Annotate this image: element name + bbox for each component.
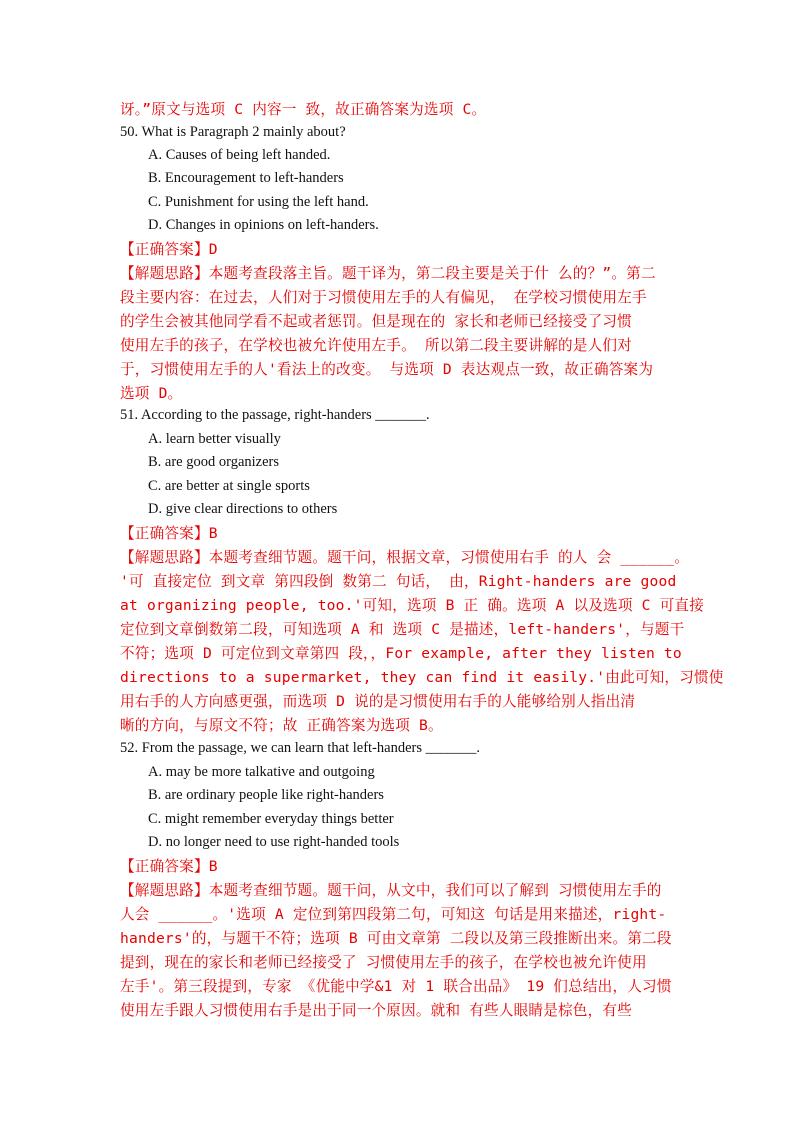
explanation-line: 【解题思路】本题考查细节题。题干问，根据文章，习惯使用右手 的人 会 ______。 xyxy=(120,549,690,566)
option-c: C. might remember everyday things better xyxy=(148,811,394,827)
explanation-line: 用右手的人方向感更强，而选项 D 说的是习惯使用右手的人能够给别人指出清 xyxy=(120,693,636,710)
option-a: A. learn better visually xyxy=(148,431,281,447)
explanation-line: at organizing people, too.'可知，选项 B 正 确。选项 A 以及选项 C 可直接 xyxy=(120,597,704,614)
explanation-line: 不符；选项 D 可定位到文章第四 段，，For example, after they listen to xyxy=(120,645,682,662)
explanation-line: 晰的方向，与原文不符；故 正确答案为选项 B。 xyxy=(120,717,443,734)
explanation-line: directions to a supermarket, they can find it easily.'由此可知，习惯使 xyxy=(120,669,724,686)
explanation-line: 使用左手跟人习惯使用右手是出于同一个原因。就和 有些人眼睛是棕色，有些 xyxy=(120,1002,632,1019)
option-d: D. Changes in opinions on left-handers. xyxy=(148,217,379,233)
option-b: B. are good organizers xyxy=(148,454,279,470)
intro-text-line: 讶。”原文与选项 C 内容一 致，故正确答案为选项 C。 xyxy=(120,101,487,118)
question-52: 52. From the passage, we can learn that left-handers _______. xyxy=(120,740,480,756)
explanation-line: 左手'。第三段提到，专家 《优能中学&1 对 1 联合出品》 19 们总结出，人习惯 xyxy=(120,978,672,995)
correct-answer: 【正确答案】D xyxy=(120,241,218,258)
explanation-line: 【解题思路】本题考查段落主旨。题干译为，第二段主要是关于什 么的？”。第二 xyxy=(120,265,656,282)
question-50: 50. What is Paragraph 2 mainly about? xyxy=(120,124,346,140)
explanation-line: 人会 ______。'选项 A 定位到第四段第二句，可知这 句话是用来描述，right- xyxy=(120,906,667,923)
explanation-line: 段主要内容：在过去，人们对于习惯使用左手的人有偏见， 在学校习惯使用左手 xyxy=(120,289,647,306)
option-b: B. Encouragement to left-handers xyxy=(148,170,344,186)
option-a: A. Causes of being left handed. xyxy=(148,147,331,163)
option-c: C. are better at single sports xyxy=(148,478,310,494)
correct-answer: 【正确答案】B xyxy=(120,525,218,542)
explanation-line: handers'的，与题干不符；选项 B 可由文章第 二段以及第三段推断出来。第二段 xyxy=(120,930,672,947)
explanation-line: 【解题思路】本题考查细节题。题干问，从文中，我们可以了解到 习惯使用左手的 xyxy=(120,882,662,899)
explanation-line: 选项 D。 xyxy=(120,385,183,402)
explanation-line: 使用左手的孩子，在学校也被允许使用左手。 所以第二段主要讲解的是人们对 xyxy=(120,337,632,354)
option-a: A. may be more talkative and outgoing xyxy=(148,764,375,780)
option-d: D. give clear directions to others xyxy=(148,501,338,517)
explanation-line: 的学生会被其他同学看不起或者惩罚。但是现在的 家长和老师已经接受了习惯 xyxy=(120,313,632,330)
explanation-line: 提到，现在的家长和老师已经接受了 习惯使用左手的孩子，在学校也被允许使用 xyxy=(120,954,647,971)
question-51: 51. According to the passage, right-handers _______. xyxy=(120,407,430,423)
option-d: D. no longer need to use right-handed tools xyxy=(148,834,400,850)
explanation-line: '可 直接定位 到文章 第四段倒 数第二 句话， 由，Right-handers are good xyxy=(120,573,677,590)
option-c: C. Punishment for using the left hand. xyxy=(148,194,369,210)
explanation-line: 定位到文章倒数第二段，可知选项 A 和 选项 C 是描述，left-handers'，与题干 xyxy=(120,621,685,638)
correct-answer: 【正确答案】B xyxy=(120,858,218,875)
option-b: B. are ordinary people like right-handers xyxy=(148,787,384,803)
explanation-line: 于，习惯使用左手的人'看法上的改变。 与选项 D 表达观点一致，故正确答案为 xyxy=(120,361,654,378)
